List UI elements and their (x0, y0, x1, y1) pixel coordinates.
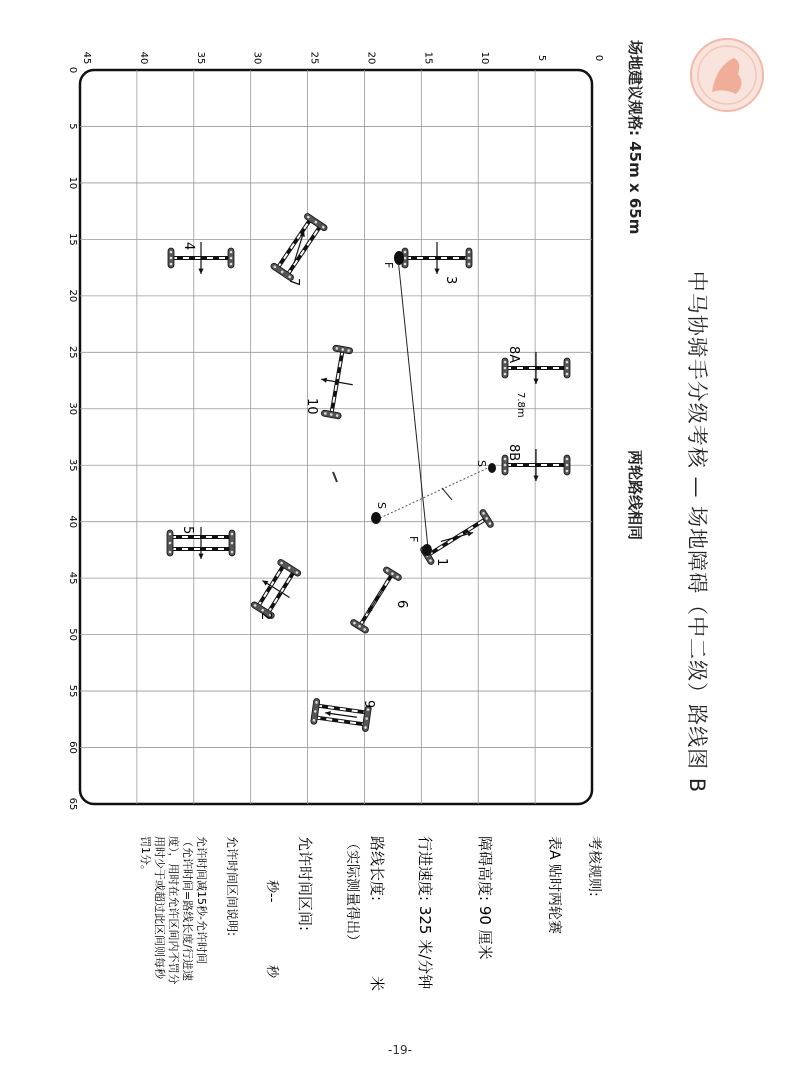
side-axis-tick: 5 (67, 123, 78, 130)
start-label-1: S (475, 460, 488, 467)
obstacle-label: 6 (394, 600, 409, 609)
top-axis-tick: 15 (422, 51, 434, 65)
side-axis-tick: 55 (67, 684, 78, 698)
obstacle-label: 8A (506, 346, 521, 364)
arena-border (80, 70, 592, 804)
side-axis-tick: 15 (67, 233, 78, 246)
page-number: -19- (388, 1043, 412, 1057)
top-axis-tick: 0 (593, 54, 604, 62)
top-axis-tick: 35 (194, 51, 206, 65)
rules-explain-line: 用时少于或超过此区间则每秒 (153, 836, 166, 979)
rules-height: 障碍高度: 90 厘米 (476, 836, 494, 960)
side-axis-tick: 40 (67, 515, 78, 529)
obstacle-label: 4 (181, 242, 196, 251)
rules-explain-line: 罚1分。 (139, 836, 152, 876)
start-label-2: S (375, 502, 388, 509)
obstacle-label: 8B (506, 444, 521, 462)
rules-explain-lines (139, 836, 209, 985)
rules-time-unit-from: 秒-- (264, 880, 279, 903)
rules-time-unit-to: 秒 (264, 965, 279, 979)
rules-explain-line: （允许时间=路线长度/行进速 (181, 836, 194, 981)
start-marker-1 (488, 463, 496, 473)
rules-explain-line: 度），用时在允许区间内不罚分 (167, 836, 180, 985)
obstacle-label: 1 (434, 558, 449, 567)
side-axis-tick: 0 (67, 66, 78, 74)
subtitle: 两轮路线相同 (626, 450, 644, 541)
field-spec: 场地建议规格: 45m x 65m (626, 40, 644, 235)
side-axis-tick: 65 (67, 797, 78, 811)
side-axis-tick: 30 (67, 402, 78, 416)
obstacle-label: 5 (180, 526, 195, 535)
subtitle-group (626, 450, 644, 540)
obstacle-label: 2 (258, 612, 273, 621)
rules-speed: 行进速度: 325 米/分钟 (416, 836, 434, 990)
finish-label-1: F (382, 262, 395, 269)
top-axis-tick: 40 (137, 51, 149, 65)
rules-length-note-group (344, 836, 360, 948)
rules-explain-heading-group (225, 836, 240, 936)
finish-marker-2 (422, 544, 432, 556)
distance-label: 7.8m (515, 392, 526, 418)
top-axis-tick: 30 (251, 51, 263, 65)
side-axis-tick: 25 (67, 345, 78, 359)
rules-time-units-group (264, 880, 280, 979)
side-axis-tick: 45 (67, 571, 78, 585)
top-axis-tick: 45 (81, 51, 92, 65)
rules-table: 表A 贴时两轮赛 (546, 836, 562, 935)
association-logo (691, 39, 763, 111)
rules-course-length-unit: 米 (368, 976, 386, 992)
rules-time-window-label: 允许时间区间: (296, 836, 314, 932)
side-axis-tick: 10 (67, 176, 78, 190)
top-axis-tick: 10 (479, 51, 491, 65)
rules-heading: 考核规则: (586, 836, 602, 897)
obstacle-label: 9 (361, 700, 376, 709)
rules-table-group (546, 836, 563, 934)
top-axis-tick: 20 (365, 51, 377, 65)
top-axis-tick: 5 (536, 54, 548, 62)
obstacle-label: 7 (286, 278, 301, 287)
rules-block (586, 836, 603, 897)
page-title-group (685, 271, 709, 793)
side-axis-tick: 35 (67, 458, 78, 472)
side-axis-tick: 50 (67, 628, 78, 641)
rules-time-group (296, 836, 314, 931)
rules-explain-line: 允许时间减15秒-允许时间 (195, 836, 208, 964)
side-axis-tick: 20 (67, 289, 78, 303)
start-marker-2 (371, 512, 381, 524)
obstacle-label: 3 (443, 276, 458, 285)
field-spec-group (626, 40, 644, 234)
page-title: 中马协骑手分级考核 — 场地障碍（中二级）路线图 B (685, 270, 709, 794)
rules-explain-heading: 允许时间区间说明: (225, 836, 239, 937)
rules-speed-group (416, 836, 434, 989)
finish-label-2: F (407, 536, 420, 543)
side-axis-tick: 60 (67, 741, 78, 754)
obstacle-label: 10 (304, 398, 319, 415)
rules-length-group (368, 836, 386, 991)
arena-grid (80, 70, 592, 804)
rules-course-length-note: （实际测量得出） (344, 836, 360, 948)
top-axis-tick: 25 (308, 51, 320, 65)
rules-course-length-label: 路线长度: (368, 836, 386, 902)
rules-height-group (476, 836, 494, 960)
